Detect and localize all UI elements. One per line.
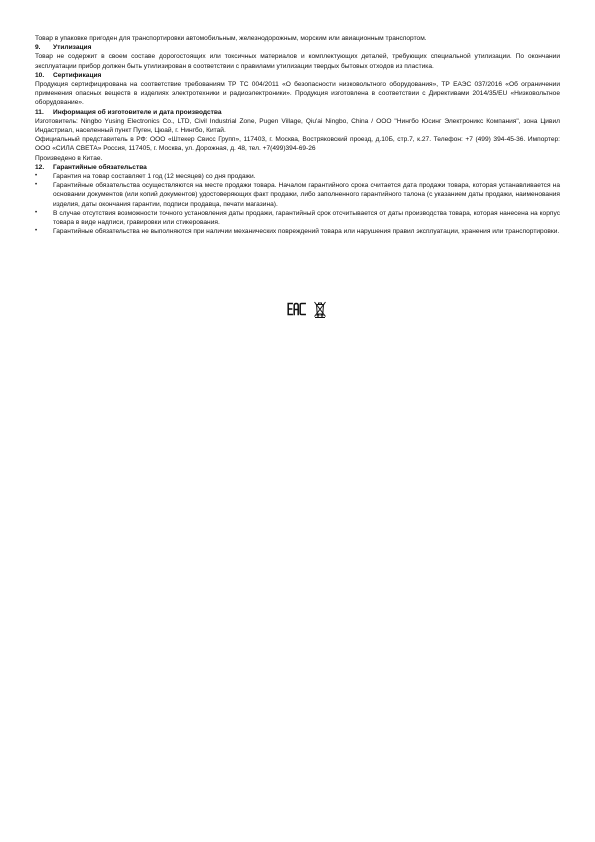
section-number: 10.	[35, 71, 45, 79]
list-item-text: Гарантийные обязательства осуществляются на месте продажи товара. Началом гарантийного срока считается дата продажи товара, которая устанавливается на основании документов (или копий документов) удостоверяющих факт продажи, либо заполненного гарантийного талона (с указанием даты продажи, наименования изделия, даты окончания гарантии, подписи продавца, печати магазина).	[53, 182, 560, 208]
section-number: 11.	[35, 108, 44, 116]
bullet-icon: •	[35, 228, 38, 235]
section-heading	[35, 71, 560, 80]
section-text: Товар не содержит в своем составе дорогостоящих или токсичных материалов и комплектующих деталей, требующих специальной утилизации. По окончании эксплуатации прибор должен быть утилизирован в соответствии с правилами утилизации твердых бытовых отходов из пластика.	[35, 53, 560, 70]
list-item-text: В случае отсутствия возможности точного установления даты продажи, гарантийный срок отсчитывается от даты производства товара, которая нанесена на корпус товара в виде надписи, гравировки или стикерования.	[53, 209, 560, 227]
bullet-icon: •	[35, 173, 38, 180]
transport-paragraph: Товар в упаковке пригоден для транспортировки автомобильным, железнодорожным, морским или авиационным транспортом.	[35, 35, 427, 42]
section-certification	[35, 71, 560, 108]
section-number: 12.	[35, 163, 45, 171]
section-heading	[35, 163, 560, 172]
list-item	[35, 227, 560, 236]
section-number: 9.	[35, 44, 41, 52]
list-item-text: Гарантийные обязательства не выполняются при наличии механических повреждений товара или нарушения правил эксплуатации, хранения или транспортировки.	[53, 228, 560, 236]
origin-text: Произведено в Китае.	[35, 154, 103, 162]
warranty-list	[35, 172, 560, 236]
bullet-icon: •	[35, 182, 38, 189]
section-title: Гарантийные обязательства	[53, 163, 147, 171]
certification-marks	[287, 300, 327, 318]
section-text: Продукция сертифицирована на соответствие требованиям ТР ТС 004/2011 «О безопасности низковольтного оборудования», ТР ЕАЭС 037/2016 «Об ограничении применения опасных веществ в изделиях электротехники и радиоэлектроники». Продукция изготовлена в соответствии с Директивами 2014/35/EU «Низковольтное оборудование».	[35, 81, 560, 107]
section-title: Утилизация	[53, 44, 92, 52]
crossed-out-bin-icon	[313, 300, 327, 318]
representative-text: Официальный представитель в РФ: ООО «Штекер Свисс Групп», 117403, г. Москва, Востряковский проезд, д.10Б, стр.7, к.27. Телефон: +7 (499) 394-45-36. Импортер: ООО «СИЛА СВЕТА» Россия, 117405, г. Москва, ул. Дорожная, д. 48, тел. +7(499)394-69-26	[35, 136, 560, 153]
section-heading	[35, 108, 560, 117]
bullet-icon: •	[35, 209, 38, 216]
document-page	[35, 34, 560, 236]
section-heading	[35, 43, 560, 52]
manufacturer-text: Изготовитель: Ningbo Yusing Electronics Co., LTD, Civil Industrial Zone, Pugen Village, Qiu'ai Ningbo, China / ООО "Нингбо Юсинг Электроникс Компания", зона Цивил Индастриал, населенный пункт Пуген, Цюай, г. Нингбо, Китай.	[35, 117, 560, 135]
list-item	[35, 209, 560, 227]
list-item-text: Гарантия на товар составляет 1 год (12 месяцев) со дня продажи.	[53, 173, 256, 181]
section-title: Информация об изготовителе и дата производства	[53, 108, 222, 116]
eac-mark-icon	[287, 302, 307, 316]
list-item	[35, 172, 560, 181]
section-utilization	[35, 43, 560, 71]
section-title: Сертификация	[53, 71, 102, 79]
section-warranty	[35, 163, 560, 237]
section-manufacturer	[35, 108, 560, 163]
list-item	[35, 181, 560, 209]
